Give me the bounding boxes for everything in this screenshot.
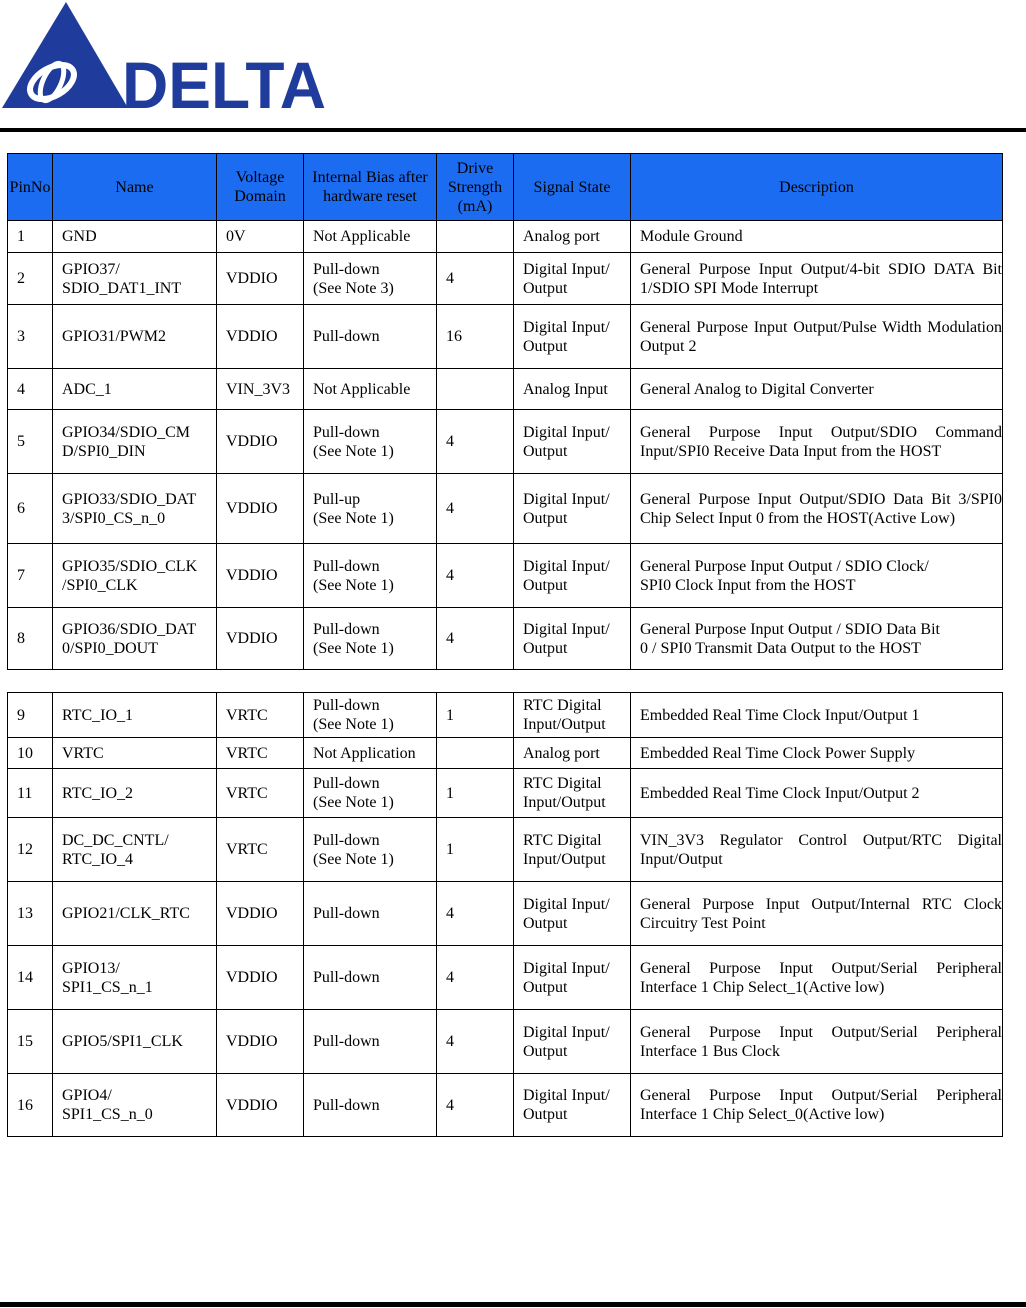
cell-drive-strength: 4 xyxy=(437,1074,514,1137)
cell-description: General Purpose Input Output/Serial Peripheral Interface 1 Chip Select_0(Active low) xyxy=(631,1074,1003,1137)
table-row xyxy=(8,738,1003,769)
cell-description: Embedded Real Time Clock Input/Output 2 xyxy=(631,769,1003,818)
cell-voltage-domain: VDDIO xyxy=(217,253,304,305)
cell-internal-bias: Pull-down (See Note 1) xyxy=(304,544,437,608)
cell-voltage-domain: VDDIO xyxy=(217,544,304,608)
cell-description: General Purpose Input Output/Pulse Width Modulation Output 2 xyxy=(631,305,1003,369)
cell-drive-strength: 1 xyxy=(437,769,514,818)
cell-description: General Purpose Input Output / SDIO Data Bit 0 / SPI0 Transmit Data Output to the HOST xyxy=(631,608,1003,670)
cell-internal-bias: Pull-down (See Note 1) xyxy=(304,410,437,474)
cell-pin-name: VRTC xyxy=(53,738,217,769)
cell-drive-strength xyxy=(437,738,514,769)
cell-drive-strength: 4 xyxy=(437,882,514,946)
col-header-pin-no: PinNo xyxy=(8,154,53,221)
cell-pin-name: GPIO5/SPI1_CLK xyxy=(53,1010,217,1074)
cell-internal-bias: Pull-down xyxy=(304,882,437,946)
table-row xyxy=(8,305,1003,369)
cell-voltage-domain: VRTC xyxy=(217,818,304,882)
cell-voltage-domain: VDDIO xyxy=(217,946,304,1010)
cell-signal-state: Digital Input/ Output xyxy=(514,410,631,474)
cell-voltage-domain: VRTC xyxy=(217,738,304,769)
cell-drive-strength: 4 xyxy=(437,608,514,670)
cell-signal-state: Digital Input/ Output xyxy=(514,253,631,305)
cell-pin-no: 9 xyxy=(8,693,53,738)
cell-pin-name: GND xyxy=(53,221,217,253)
cell-drive-strength: 4 xyxy=(437,253,514,305)
cell-pin-no: 5 xyxy=(8,410,53,474)
cell-drive-strength: 16 xyxy=(437,305,514,369)
cell-description: Embedded Real Time Clock Power Supply xyxy=(631,738,1003,769)
cell-signal-state: Digital Input/ Output xyxy=(514,882,631,946)
cell-pin-name: GPIO35/SDIO_CLK /SPI0_CLK xyxy=(53,544,217,608)
cell-internal-bias: Pull-down (See Note 1) xyxy=(304,769,437,818)
cell-internal-bias: Pull-down xyxy=(304,946,437,1010)
table-row xyxy=(8,608,1003,670)
cell-signal-state: Analog port xyxy=(514,738,631,769)
cell-internal-bias: Not Applicable xyxy=(304,369,437,410)
col-header-voltage-domain: Voltage Domain xyxy=(217,154,304,221)
cell-drive-strength: 4 xyxy=(437,946,514,1010)
cell-pin-name: GPIO36/SDIO_DAT 0/SPI0_DOUT xyxy=(53,608,217,670)
cell-drive-strength: 1 xyxy=(437,818,514,882)
cell-internal-bias: Pull-down (See Note 1) xyxy=(304,818,437,882)
cell-description: VIN_3V3 Regulator Control Output/RTC Digital Input/Output xyxy=(631,818,1003,882)
cell-description: Module Ground xyxy=(631,221,1003,253)
cell-drive-strength: 1 xyxy=(437,693,514,738)
table-row xyxy=(8,769,1003,818)
cell-pin-no: 1 xyxy=(8,221,53,253)
cell-drive-strength: 4 xyxy=(437,1010,514,1074)
cell-description: General Purpose Input Output/SDIO Data Bit 3/SPI0 Chip Select Input 0 from the HOST(Active Low) xyxy=(631,474,1003,544)
table-row xyxy=(8,882,1003,946)
cell-pin-name: GPIO37/ SDIO_DAT1_INT xyxy=(53,253,217,305)
cell-pin-no: 13 xyxy=(8,882,53,946)
pin-table-2-body xyxy=(8,693,1003,1137)
cell-drive-strength xyxy=(437,221,514,253)
cell-signal-state: Digital Input/ Output xyxy=(514,1074,631,1137)
cell-pin-no: 10 xyxy=(8,738,53,769)
cell-voltage-domain: VIN_3V3 xyxy=(217,369,304,410)
cell-description: Embedded Real Time Clock Input/Output 1 xyxy=(631,693,1003,738)
table-row xyxy=(8,410,1003,474)
cell-pin-name: GPIO13/ SPI1_CS_n_1 xyxy=(53,946,217,1010)
cell-internal-bias: Not Application xyxy=(304,738,437,769)
cell-drive-strength xyxy=(437,369,514,410)
table-row xyxy=(8,544,1003,608)
cell-voltage-domain: VDDIO xyxy=(217,305,304,369)
cell-signal-state: Digital Input/ Output xyxy=(514,946,631,1010)
cell-description: General Analog to Digital Converter xyxy=(631,369,1003,410)
cell-description: General Purpose Input Output/Serial Peripheral Interface 1 Bus Clock xyxy=(631,1010,1003,1074)
cell-pin-no: 2 xyxy=(8,253,53,305)
table-header-row xyxy=(8,154,1003,221)
cell-description: General Purpose Input Output / SDIO Clock/ SPI0 Clock Input from the HOST xyxy=(631,544,1003,608)
table-row xyxy=(8,253,1003,305)
cell-voltage-domain: VDDIO xyxy=(217,882,304,946)
cell-internal-bias: Pull-down xyxy=(304,1010,437,1074)
cell-pin-name: GPIO33/SDIO_DAT 3/SPI0_CS_n_0 xyxy=(53,474,217,544)
cell-pin-name: RTC_IO_2 xyxy=(53,769,217,818)
cell-internal-bias: Pull-up (See Note 1) xyxy=(304,474,437,544)
cell-signal-state: Digital Input/ Output xyxy=(514,1010,631,1074)
cell-pin-no: 12 xyxy=(8,818,53,882)
cell-drive-strength: 4 xyxy=(437,544,514,608)
cell-pin-no: 7 xyxy=(8,544,53,608)
cell-internal-bias: Pull-down xyxy=(304,1074,437,1137)
cell-voltage-domain: VDDIO xyxy=(217,1074,304,1137)
delta-logo xyxy=(0,0,330,112)
cell-voltage-domain: VDDIO xyxy=(217,1010,304,1074)
cell-pin-name: GPIO21/CLK_RTC xyxy=(53,882,217,946)
cell-pin-name: RTC_IO_1 xyxy=(53,693,217,738)
table-row xyxy=(8,693,1003,738)
col-header-drive-strength: Drive Strength (mA) xyxy=(437,154,514,221)
cell-signal-state: Analog Input xyxy=(514,369,631,410)
table-row xyxy=(8,1074,1003,1137)
cell-drive-strength: 4 xyxy=(437,410,514,474)
col-header-description: Description xyxy=(631,154,1003,221)
cell-pin-no: 14 xyxy=(8,946,53,1010)
cell-voltage-domain: VRTC xyxy=(217,769,304,818)
cell-drive-strength: 4 xyxy=(437,474,514,544)
cell-pin-no: 16 xyxy=(8,1074,53,1137)
cell-voltage-domain: VDDIO xyxy=(217,410,304,474)
cell-pin-no: 15 xyxy=(8,1010,53,1074)
cell-pin-no: 4 xyxy=(8,369,53,410)
table-row xyxy=(8,221,1003,253)
logo-wordmark: DELTA xyxy=(122,48,326,112)
cell-voltage-domain: VDDIO xyxy=(217,474,304,544)
cell-signal-state: Analog port xyxy=(514,221,631,253)
col-header-internal-bias: Internal Bias after hardware reset xyxy=(304,154,437,221)
cell-description: General Purpose Input Output/4-bit SDIO DATA Bit 1/SDIO SPI Mode Interrupt xyxy=(631,253,1003,305)
table-row xyxy=(8,1010,1003,1074)
cell-voltage-domain: VRTC xyxy=(217,693,304,738)
cell-signal-state: RTC Digital Input/Output xyxy=(514,818,631,882)
col-header-name: Name xyxy=(53,154,217,221)
cell-internal-bias: Pull-down (See Note 1) xyxy=(304,693,437,738)
cell-pin-no: 8 xyxy=(8,608,53,670)
table-row xyxy=(8,818,1003,882)
cell-signal-state: Digital Input/ Output xyxy=(514,544,631,608)
cell-signal-state: Digital Input/ Output xyxy=(514,608,631,670)
cell-pin-no: 11 xyxy=(8,769,53,818)
cell-pin-name: DC_DC_CNTL/ RTC_IO_4 xyxy=(53,818,217,882)
header-rule xyxy=(0,128,1026,132)
cell-description: General Purpose Input Output/Internal RTC Clock Circuitry Test Point xyxy=(631,882,1003,946)
pin-table-1 xyxy=(7,153,1003,670)
cell-pin-no: 6 xyxy=(8,474,53,544)
cell-pin-name: ADC_1 xyxy=(53,369,217,410)
table-row xyxy=(8,474,1003,544)
cell-pin-name: GPIO31/PWM2 xyxy=(53,305,217,369)
table-row xyxy=(8,946,1003,1010)
pin-table-2 xyxy=(7,692,1003,1137)
footer-rule xyxy=(0,1302,1026,1307)
cell-internal-bias: Pull-down (See Note 3) xyxy=(304,253,437,305)
cell-voltage-domain: VDDIO xyxy=(217,608,304,670)
cell-description: General Purpose Input Output/SDIO Command Input/SPI0 Receive Data Input from the HOST xyxy=(631,410,1003,474)
cell-internal-bias: Pull-down xyxy=(304,305,437,369)
cell-voltage-domain: 0V xyxy=(217,221,304,253)
cell-internal-bias: Pull-down (See Note 1) xyxy=(304,608,437,670)
cell-internal-bias: Not Applicable xyxy=(304,221,437,253)
table-row xyxy=(8,369,1003,410)
cell-signal-state: Digital Input/ Output xyxy=(514,474,631,544)
col-header-signal-state: Signal State xyxy=(514,154,631,221)
cell-description: General Purpose Input Output/Serial Peripheral Interface 1 Chip Select_1(Active low) xyxy=(631,946,1003,1010)
cell-pin-name: GPIO4/ SPI1_CS_n_0 xyxy=(53,1074,217,1137)
cell-signal-state: RTC Digital Input/Output xyxy=(514,769,631,818)
cell-pin-no: 3 xyxy=(8,305,53,369)
pin-table-1-body xyxy=(8,221,1003,670)
cell-signal-state: Digital Input/ Output xyxy=(514,305,631,369)
cell-signal-state: RTC Digital Input/Output xyxy=(514,693,631,738)
cell-pin-name: GPIO34/SDIO_CM D/SPI0_DIN xyxy=(53,410,217,474)
